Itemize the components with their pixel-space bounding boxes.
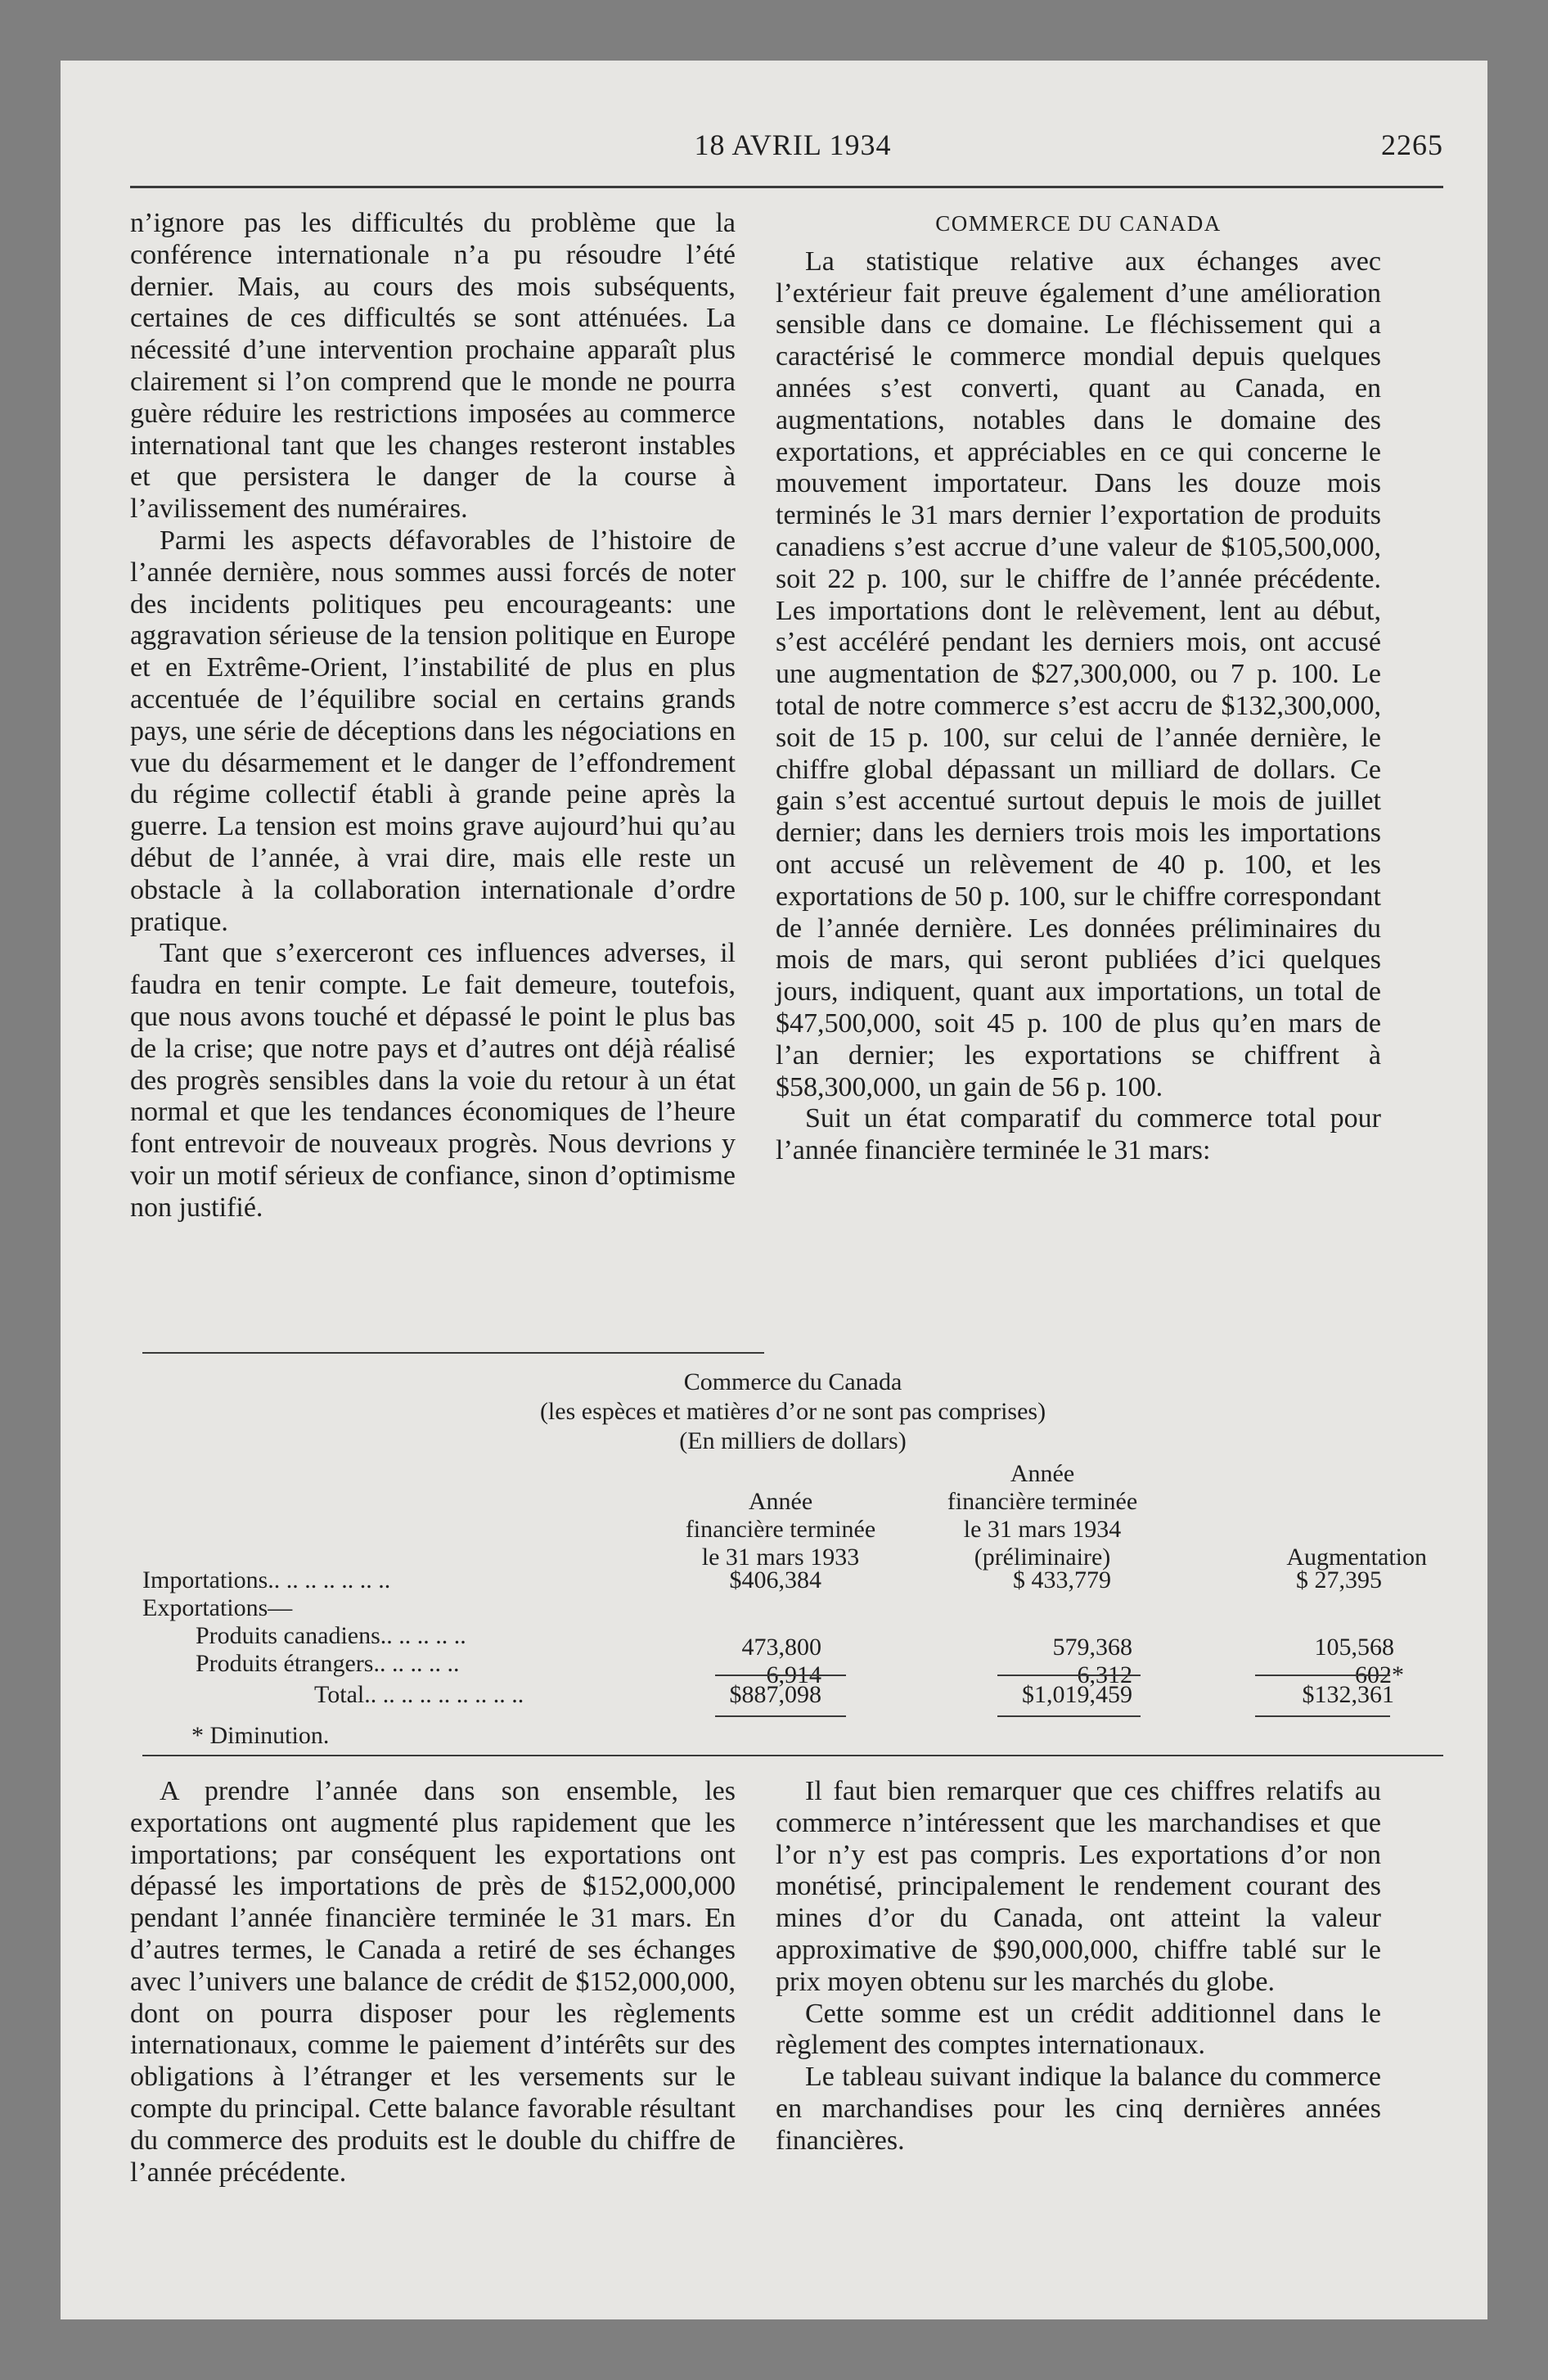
right-column-bottom	[776, 1776, 1381, 2157]
row-label: Produits canadiens.. .. .. .. ..	[196, 1622, 466, 1649]
sum-rule	[715, 1675, 846, 1676]
column-end-rule	[142, 1352, 764, 1354]
col1-header-line: le 31 mars 1933	[701, 1544, 860, 1571]
header-rule	[130, 186, 1443, 188]
table-subtitle: (En milliers de dollars)	[679, 1427, 907, 1454]
sum-rule	[1255, 1675, 1390, 1676]
paragraph: Il faut bien remarquer que ces chiffres relatifs au commerce n’intéressent que les marchandises et que l’or n’y est pas compris. Les exportations d’or non monétisé, principalement le rendement courant des mines d’or du Canada, ont atteint la valeur approximative de $90,000,000, chiffre tablé sur le prix moyen obtenu sur les marchés du globe.	[776, 1776, 1381, 1997]
header-date: 18 AVRIL 1934	[694, 128, 892, 161]
cell-1933: 6,914	[766, 1661, 821, 1688]
col2-header-line: financière terminée	[947, 1488, 1138, 1515]
page-header	[142, 128, 1443, 177]
cell-1934: 579,368	[1052, 1634, 1132, 1661]
section-heading: COMMERCE DU CANADA	[935, 211, 1222, 236]
sum-rule	[997, 1675, 1141, 1676]
row-label: Exportations—	[142, 1594, 293, 1621]
paragraph: Tant que s’exerceront ces influences adverses, il faudra en tenir compte. Le fait demeure, toutefois, que nous avons touché et dépassé le point le plus bas de la crise; que notre pays et d’autres ont déjà réalisé des progrès sensibles dans la voie du retour à un état normal et que les tendances économiques de l’heure font entrevoir de nouveaux progrès. Nous devrions y voir un motif sérieux de confiance, sinon d’optimisme non justifié.	[130, 938, 736, 1223]
document-page	[61, 61, 1487, 2319]
table-footnote-wrap	[142, 1722, 1443, 1755]
paragraph: n’ignore pas les difficultés du problème que la conférence internationale n’a pu résoudre l’été dernier. Mais, au cours des mois subséquents, certaines de ces difficultés se sont atténuées. La nécessité d’une intervention prochaine apparaît plus clairement si l’on comprend que le monde ne pourra guère réduire les restrictions imposées au commerce international tant que les changes resteront instables et que persistera le danger de la course à l’avilissement des numéraires.	[130, 208, 736, 525]
table-title: Commerce du Canada	[683, 1368, 902, 1395]
left-column-bottom	[130, 1776, 736, 2188]
total-rule	[997, 1715, 1141, 1717]
trade-table	[142, 1368, 1443, 1712]
col2-header-line: Année	[1010, 1460, 1075, 1487]
paragraph: Parmi les aspects défavorables de l’histoire de l’année dernière, nous sommes aussi forcés de noter des incidents politiques peu encourageants: une aggravation sérieuse de la tension politique en Europe et en Extrême-Orient, l’instabilité de plus en plus accentuée de l’équilibre social en certains grands pays, une série de déceptions dans les négociations en vue du désarmement et le danger de l’effondrement du régime collectif établi à grande peine après la guerre. La tension est moins grave aujourd’hui qu’au début de l’année, à vrai dire, mais elle reste un obstacle à la collaboration internationale d’ordre pratique.	[130, 525, 736, 937]
cell-increase: 602*	[1355, 1661, 1404, 1688]
left-column-top	[130, 208, 736, 1224]
total-increase: $132,361	[1302, 1681, 1394, 1708]
table-subtitle: (les espèces et matières d’or ne sont pas comprises)	[539, 1398, 1046, 1425]
cell-1934: 6,312	[1077, 1661, 1132, 1688]
total-rule	[1255, 1715, 1390, 1717]
col1-header-line: financière terminée	[685, 1516, 876, 1543]
total-1933: $887,098	[729, 1681, 821, 1708]
total-label: Total.. .. .. .. .. .. .. .. ..	[314, 1681, 524, 1708]
cell-1933: $406,384	[729, 1566, 821, 1593]
col2-header-line: (préliminaire)	[974, 1544, 1111, 1571]
page-number: 2265	[1381, 128, 1443, 161]
col1-header-line: Année	[748, 1488, 813, 1515]
paragraph: Le tableau suivant indique la balance du commerce en marchandises pour les cinq dernières années financières.	[776, 2062, 1381, 2156]
col3-header: Augmentation	[1286, 1544, 1427, 1571]
paragraph: A prendre l’année dans son ensemble, les exportations ont augmenté plus rapidement que les importations; par conséquent les exportations ont dépassé les importations de près de $152,000,000 pendant l’année financière terminée le 31 mars. En d’autres termes, le Canada a retiré de ses échanges avec l’univers une balance de crédit de $152,000,000, dont on pourra disposer pour les règlements internationaux, comme le paiement d’intérêts sur des obligations à l’étranger et les versements sur le compte du principal. Cette balance favorable résultant du commerce des produits est le double du chiffre de l’année précédente.	[130, 1776, 736, 2188]
paragraph: Suit un état comparatif du commerce total pour l’année financière terminée le 31 mars:	[776, 1103, 1381, 1166]
cell-1933: 473,800	[741, 1634, 821, 1661]
right-column-top	[776, 208, 1381, 1167]
total-1934: $1,019,459	[1022, 1681, 1132, 1708]
table-end-rule	[142, 1755, 1443, 1756]
row-label: Produits étrangers.. .. .. .. ..	[196, 1650, 460, 1677]
col2-header-line: le 31 mars 1934	[963, 1516, 1122, 1543]
paragraph: La statistique relative aux échanges avec l’extérieur fait preuve également d’une amélioration sensible dans ce domaine. Le fléchissement qui a caractérisé le commerce mondial depuis quelques années s’est converti, quant au Canada, en augmentations, notables dans le domaine des exportations, et appréciables en ce qui concerne le mouvement importateur. Dans les douze mois terminés le 31 mars dernier l’exportation de produits canadiens s’est accrue d’une valeur de $105,500,000, soit 22 p. 100, sur le chiffre de l’année précédente. Les importations dont le relèvement, lent au début, s’est accéléré pendant les derniers mois, ont accusé une augmentation de $27,300,000, ou 7 p. 100. Le total de notre commerce s’est accru de $132,300,000, soit de 15 p. 100, sur celui de l’année dernière, le chiffre global dépassant un milliard de dollars. Ce gain s’est accentué surtout depuis le mois de juillet dernier; dans les derniers trois mois les importations ont accusé un relèvement de 40 p. 100, et les exportations de 50 p. 100, sur le chiffre correspondant de l’année dernière. Les données préliminaires du mois de mars, qui seront publiées d’ici quelques jours, indiquent, quant aux importations, un total de $47,500,000, soit 45 p. 100 de plus qu’en mars de l’an dernier; les exportations se chiffrent à $58,300,000, un gain de 56 p. 100.	[776, 246, 1381, 1102]
cell-increase: 105,568	[1314, 1634, 1394, 1661]
cell-increase: $ 27,395	[1296, 1566, 1382, 1593]
table-footnote: * Diminution.	[191, 1722, 330, 1749]
total-rule	[715, 1715, 846, 1717]
paragraph: Cette somme est un crédit additionnel dans le règlement des comptes internationaux.	[776, 1998, 1381, 2061]
row-label: Importations.. .. .. .. .. .. ..	[142, 1566, 391, 1593]
cell-1934: $ 433,779	[1013, 1566, 1111, 1593]
